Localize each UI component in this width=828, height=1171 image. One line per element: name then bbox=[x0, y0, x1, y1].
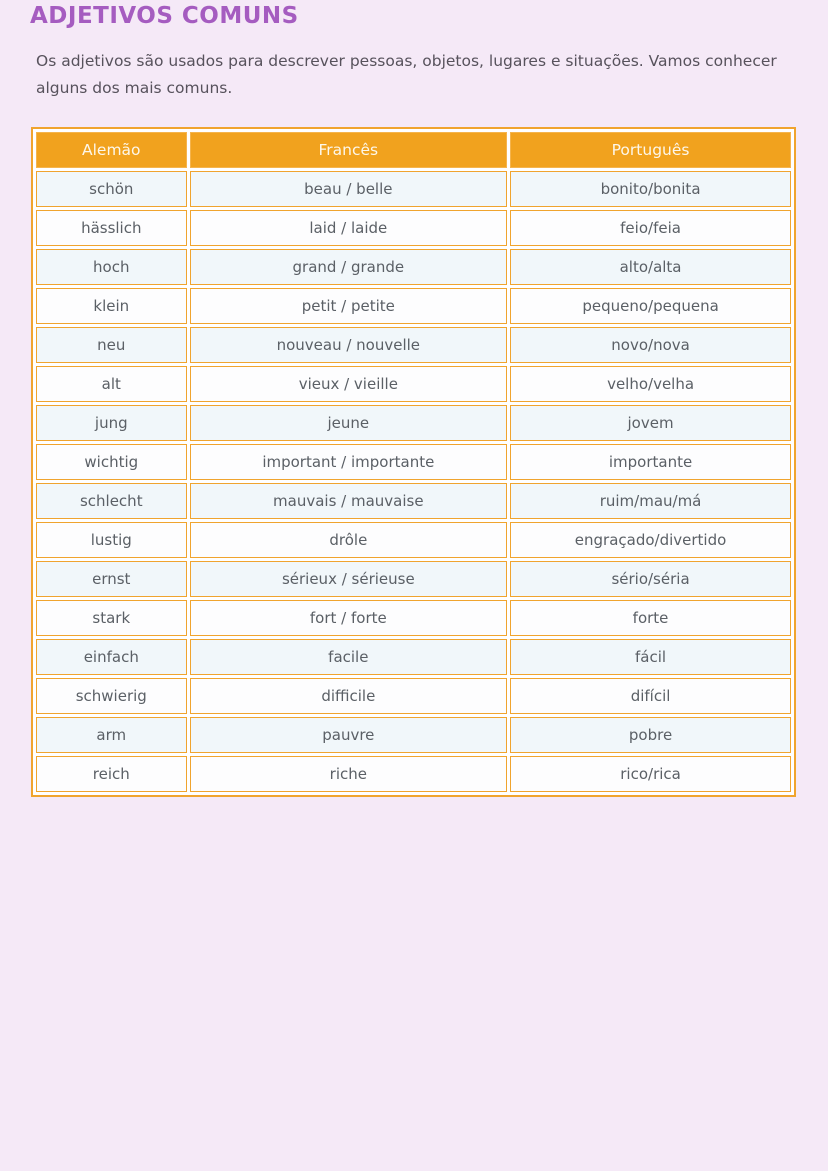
french-cell: riche bbox=[190, 756, 508, 792]
french-cell: facile bbox=[190, 639, 508, 675]
table-row bbox=[36, 717, 791, 753]
french-cell: jeune bbox=[190, 405, 508, 441]
intro-paragraph: Os adjetivos são usados para descrever pessoas, objetos, lugares e situações. Vamos conhecer alguns dos mais comuns. bbox=[36, 52, 777, 97]
adjectives-table bbox=[31, 127, 796, 797]
portuguese-cell: importante bbox=[510, 444, 791, 480]
portuguese-cell: ruim/mau/má bbox=[510, 483, 791, 519]
german-cell: reich bbox=[36, 756, 187, 792]
portuguese-cell: forte bbox=[510, 600, 791, 636]
portuguese-cell: rico/rica bbox=[510, 756, 791, 792]
table-row bbox=[36, 444, 791, 480]
table-row bbox=[36, 639, 791, 675]
french-cell: laid / laide bbox=[190, 210, 508, 246]
portuguese-cell: bonito/bonita bbox=[510, 171, 791, 207]
table-row bbox=[36, 678, 791, 714]
portuguese-cell: pequeno/pequena bbox=[510, 288, 791, 324]
portuguese-cell: feio/feia bbox=[510, 210, 791, 246]
french-cell: petit / petite bbox=[190, 288, 508, 324]
table-row bbox=[36, 210, 791, 246]
german-cell: jung bbox=[36, 405, 187, 441]
french-cell: beau / belle bbox=[190, 171, 508, 207]
french-cell: difficile bbox=[190, 678, 508, 714]
french-cell: fort / forte bbox=[190, 600, 508, 636]
german-cell: stark bbox=[36, 600, 187, 636]
table-row bbox=[36, 327, 791, 363]
table-row bbox=[36, 483, 791, 519]
table-row bbox=[36, 405, 791, 441]
adjectives-table-container bbox=[31, 127, 796, 797]
french-cell: sérieux / sérieuse bbox=[190, 561, 508, 597]
french-cell: drôle bbox=[190, 522, 508, 558]
portuguese-cell: velho/velha bbox=[510, 366, 791, 402]
german-cell: alt bbox=[36, 366, 187, 402]
french-cell: mauvais / mauvaise bbox=[190, 483, 508, 519]
table-row bbox=[36, 366, 791, 402]
german-cell: neu bbox=[36, 327, 187, 363]
portuguese-cell: jovem bbox=[510, 405, 791, 441]
table-row bbox=[36, 561, 791, 597]
page-title: ADJETIVOS COMUNS bbox=[30, 3, 299, 29]
table-row bbox=[36, 249, 791, 285]
table-row bbox=[36, 522, 791, 558]
portuguese-cell: pobre bbox=[510, 717, 791, 753]
portuguese-cell: engraçado/divertido bbox=[510, 522, 791, 558]
german-cell: hässlich bbox=[36, 210, 187, 246]
german-cell: schlecht bbox=[36, 483, 187, 519]
german-cell: hoch bbox=[36, 249, 187, 285]
french-cell: nouveau / nouvelle bbox=[190, 327, 508, 363]
table-header-row bbox=[36, 132, 791, 168]
header-cell-german: Alemão bbox=[36, 132, 187, 168]
table-row bbox=[36, 171, 791, 207]
french-cell: grand / grande bbox=[190, 249, 508, 285]
portuguese-cell: alto/alta bbox=[510, 249, 791, 285]
french-cell: important / importante bbox=[190, 444, 508, 480]
german-cell: ernst bbox=[36, 561, 187, 597]
portuguese-cell: difícil bbox=[510, 678, 791, 714]
header-cell-french: Francês bbox=[190, 132, 508, 168]
table-row bbox=[36, 600, 791, 636]
french-cell: vieux / vieille bbox=[190, 366, 508, 402]
header-cell-portuguese: Português bbox=[510, 132, 791, 168]
german-cell: arm bbox=[36, 717, 187, 753]
german-cell: lustig bbox=[36, 522, 187, 558]
german-cell: klein bbox=[36, 288, 187, 324]
adjective-table-body bbox=[36, 171, 791, 792]
portuguese-cell: sério/séria bbox=[510, 561, 791, 597]
german-cell: schwierig bbox=[36, 678, 187, 714]
german-cell: einfach bbox=[36, 639, 187, 675]
german-cell: schön bbox=[36, 171, 187, 207]
german-cell: wichtig bbox=[36, 444, 187, 480]
table-row bbox=[36, 288, 791, 324]
table-row bbox=[36, 756, 791, 792]
french-cell: pauvre bbox=[190, 717, 508, 753]
portuguese-cell: fácil bbox=[510, 639, 791, 675]
portuguese-cell: novo/nova bbox=[510, 327, 791, 363]
